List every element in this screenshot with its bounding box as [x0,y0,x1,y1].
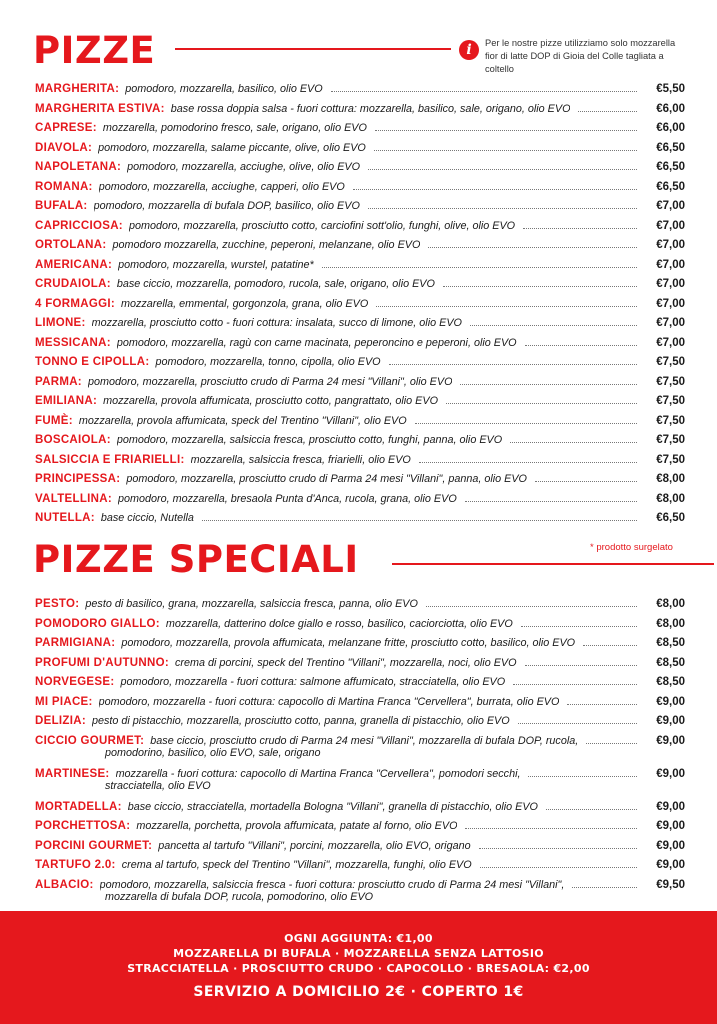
menu-item-price: €7,00 [656,297,685,310]
menu-item-description: pomodoro, mozzarella - fuori cottura: salmone affumicato, stracciatella, olio EVO [120,676,506,688]
menu-item [35,392,685,412]
menu-item-price: €7,50 [656,434,685,446]
menu-item [35,654,685,674]
menu-item-name: BOSCAIOLA: [35,434,111,446]
menu-item-description-continued: pomodorino, basilico, olio EVO, sale, origano [105,747,321,759]
mozzarella-info-note: Per le nostre pizze utilizziamo solo mozzarella fior di latte DOP di Gioia del Colle tagliata a coltello [485,38,676,74]
menu-item-price: €7,50 [656,395,685,407]
dot-leader [513,684,637,685]
menu-item-description: base ciccio, prosciutto crudo di Parma 24 mesi "Villani", mozzarella di bufala DOP, rucola, [150,734,579,747]
dot-leader [525,345,637,346]
dot-leader [470,325,637,326]
menu-item-description: base rossa doppia salsa - fuori cottura: mozzarella, basilico, sale, origano, olio EVO [170,102,571,115]
menu-item-description: pomodoro, mozzarella, provola affumicata, melanzane fritte, prosciutto cotto, basilico, olio EVO [121,637,576,649]
menu-item-name: PORCHETTOSA: [35,820,131,832]
dot-leader [546,809,637,810]
dot-leader [415,423,637,424]
menu-item-name: ROMANA: [35,180,93,193]
extra-topping-price: OGNI AGGIUNTA: €1,00 [284,932,433,945]
delivery-cover-charge: SERVIZIO A DOMICILIO 2€ · COPERTO 1€ [193,984,524,1000]
dot-leader [322,267,637,268]
menu-item [35,712,685,732]
dot-leader [428,247,637,248]
menu-item-description: mozzarella, emmental, gorgonzola, grana, olio EVO [120,297,369,310]
menu-item-name: EMILIANA: [35,395,98,407]
dot-leader [578,111,637,112]
menu-item-name: PORCINI GOURMET: [35,839,153,852]
menu-item-description: mozzarella, salsiccia fresca, friarielli, olio EVO [190,453,411,466]
menu-item-price: €9,00 [656,734,685,747]
menu-item-name: PESTO: [35,598,80,610]
menu-item [35,798,685,818]
menu-item [35,490,685,510]
menu-item-price: €6,50 [656,141,685,154]
menu-item-price: €9,00 [656,839,685,852]
menu-item-price: €5,50 [656,83,685,95]
menu-item-description: pomodoro mozzarella, zucchine, peperoni, melanzane, olio EVO [112,239,421,251]
dot-leader [479,848,637,849]
menu-item-description: pancetta al tartufo "Villani", porcini, mozzarella, olio EVO, origano [158,839,471,852]
menu-item-description: pomodoro, mozzarella, bresaola Punta d'Anca, rucola, grana, olio EVO [117,492,457,505]
menu-item [35,295,685,315]
menu-item [35,693,685,713]
menu-item [35,451,685,471]
menu-item-name: NORVEGESE: [35,676,115,688]
menu-item-description: mozzarella, datterino dolce giallo e rosso, basilico, caciorciotta, olio EVO [165,617,513,630]
menu-item-description: pesto di pistacchio, mozzarella, prosciutto cotto, panna, granella di pistacchio, olio EVO [91,715,510,727]
menu-item [35,353,685,373]
menu-item [35,100,685,120]
dot-leader [528,776,637,777]
menu-item-price: €9,00 [656,715,685,727]
dot-leader [374,150,637,151]
menu-item-description: crema di porcini, speck del Trentino "Villani", mozzarella, noci, olio EVO [174,656,517,669]
dot-leader [572,887,637,888]
menu-item-name: CICCIO GOURMET: [35,734,145,747]
menu-item-price: €8,00 [656,617,685,630]
dot-leader [586,743,637,744]
menu-item-name: MORTADELLA: [35,800,122,813]
menu-item-name: AMERICANA: [35,258,113,271]
menu-item-price: €6,50 [656,180,685,193]
menu-item [35,197,685,217]
menu-item-name: TONNO E CIPOLLA: [35,356,150,368]
menu-item-price: €9,50 [656,878,685,891]
menu-item-description: pomodoro, mozzarella, tonno, cipolla, olio EVO [155,356,381,368]
menu-item-name: 4 FORMAGGI: [35,297,115,310]
menu-item-description: pomodoro, mozzarella, prosciutto crudo di Parma 24 mesi "Villani", panna, olio EVO [126,473,527,485]
menu-item-description: pomodoro, mozzarella, ragù con carne macinata, peperoncino e peperoni, olio EVO [116,336,517,349]
menu-item-name: DELIZIA: [35,715,86,727]
menu-item-name: NUTELLA: [35,512,95,524]
menu-item-price: €7,00 [656,239,685,251]
menu-item-name: MARGHERITA: [35,83,120,95]
speciali-title-rule [392,563,714,565]
menu-item-name: CAPRICCIOSA: [35,219,123,232]
footer-banner [0,911,717,1024]
dot-leader [331,91,637,92]
menu-item-name: CAPRESE: [35,122,97,134]
menu-item-description: pesto di basilico, grana, mozzarella, salsiccia fresca, panna, olio EVO [85,598,418,610]
menu-item-price: €8,00 [656,473,685,485]
info-icon: i [459,40,479,60]
menu-item-name: TARTUFO 2.0: [35,859,116,871]
menu-item-price: €7,00 [656,219,685,232]
menu-item-price: €7,50 [656,356,685,368]
dot-leader [510,442,637,443]
dot-leader [446,403,637,404]
menu-item-price: €7,00 [656,336,685,349]
premium-cheeses-line: MOZZARELLA DI BUFALA · MOZZARELLA SENZA LATTOSIO [173,947,544,960]
dot-leader [353,189,637,190]
menu-item-description: pomodoro, mozzarella, prosciutto cotto, carciofini sott'olio, funghi, olive, olio EVO [128,219,516,232]
menu-item-price: €9,00 [656,859,685,871]
dot-leader [521,626,637,627]
menu-item-name: MARTINESE: [35,767,110,780]
dot-leader [389,364,637,365]
dot-leader [523,228,637,229]
dot-leader [376,306,637,307]
menu-item [35,837,685,857]
menu-item [35,615,685,635]
menu-item-price: €7,00 [656,258,685,271]
pizze-speciali-title: PIZZE SPECIALI [33,538,359,581]
premium-toppings-price: STRACCIATELLA · PROSCIUTTO CRUDO · CAPOCOLLO · BRESAOLA: €2,00 [127,962,590,975]
menu-item-description: base ciccio, Nutella [100,512,194,524]
pizze-speciali-list [35,595,685,909]
menu-item [35,178,685,198]
menu-item-description: mozzarella, provola affumicata, prosciutto cotto, pangrattato, olio EVO [103,395,438,407]
menu-item [35,431,685,451]
menu-item-price: €9,00 [656,695,685,708]
dot-leader [465,828,637,829]
menu-item-name: POMODORO GIALLO: [35,617,160,630]
dot-leader [419,462,637,463]
menu-item [35,217,685,237]
menu-item-name: ORTOLANA: [35,239,107,251]
menu-item-description: pomodoro, mozzarella - fuori cottura: capocollo di Martina Franca "Cervellera", burrata, olio EVO [98,695,560,708]
menu-item-price: €8,00 [656,492,685,505]
menu-item-price: €6,00 [656,122,685,134]
menu-item-description: mozzarella, porchetta, provola affumicata, patate al forno, olio EVO [136,820,458,832]
menu-item-description-continued: stracciatella, olio EVO [105,780,211,792]
menu-item [35,817,685,837]
menu-item [35,314,685,334]
dot-leader [518,723,637,724]
menu-item-price: €7,00 [656,278,685,290]
menu-item-description: pomodoro, mozzarella, salsiccia fresca, prosciutto cotto, funghi, panna, olio EVO [116,434,503,446]
dot-leader [368,208,637,209]
menu-item-description: mozzarella, pomodorino fresco, sale, origano, olio EVO [102,122,367,134]
menu-item-price: €6,50 [656,512,685,524]
menu-item-name: CRUDAIOLA: [35,278,111,290]
menu-item-price: €6,00 [656,102,685,115]
menu-item-description: pomodoro, mozzarella, basilico, olio EVO [125,83,323,95]
dot-leader [368,169,637,170]
dot-leader [480,867,637,868]
menu-item-description: mozzarella, provola affumicata, speck del Trentino "Villani", olio EVO [78,414,407,427]
menu-item [35,509,685,529]
menu-item-name: SALSICCIA E FRIARIELLI: [35,453,185,466]
menu-item-name: PARMA: [35,375,82,388]
menu-item-description: pomodoro, mozzarella, wurstel, patatine* [118,258,314,271]
menu-item-price: €9,00 [656,767,685,780]
menu-item-price: €7,50 [656,453,685,466]
dot-leader [202,520,637,521]
pizze-title-rule [175,48,451,50]
menu-item-price: €7,00 [656,317,685,329]
dot-leader [583,645,637,646]
menu-item-description: pomodoro, mozzarella, prosciutto crudo di Parma 24 mesi "Villani", olio EVO [87,375,453,388]
menu-item [35,139,685,159]
menu-item-description: base ciccio, mozzarella, pomodoro, rucola, sale, origano, olio EVO [116,278,435,290]
menu-item [35,765,685,798]
menu-item [35,158,685,178]
dot-leader [426,606,637,607]
menu-item-name: MARGHERITA ESTIVA: [35,102,165,115]
dot-leader [375,130,637,131]
dot-leader [535,481,637,482]
menu-item-price: €8,50 [656,676,685,688]
menu-item-price: €7,50 [656,375,685,388]
menu-item-description: pomodoro, mozzarella, acciughe, olive, olio EVO [127,161,360,173]
menu-item [35,470,685,490]
menu-item [35,856,685,876]
menu-item-price: €8,50 [656,656,685,669]
dot-leader [443,286,637,287]
menu-item-name: ALBACIO: [35,878,94,891]
menu-item [35,595,685,615]
frozen-product-note: * prodotto surgelato [590,542,673,553]
menu-item-description: base ciccio, stracciatella, mortadella Bologna "Villani", granella di pistacchio, olio EVO [127,800,538,813]
menu-item-name: DIAVOLA: [35,141,93,154]
menu-item-price: €8,50 [656,637,685,649]
menu-item-price: €9,00 [656,800,685,813]
menu-item [35,876,685,909]
menu-item-name: NAPOLETANA: [35,161,122,173]
menu-item-description: pomodoro, mozzarella di bufala DOP, basilico, olio EVO [93,200,360,212]
menu-item-price: €6,50 [656,161,685,173]
pizze-title: PIZZE [33,29,156,72]
menu-item [35,732,685,765]
menu-item-name: MESSICANA: [35,336,111,349]
dot-leader [525,665,638,666]
menu-item [35,412,685,432]
menu-item-description: mozzarella, prosciutto cotto - fuori cottura: insalata, succo di limone, olio EVO [91,317,462,329]
menu-item [35,256,685,276]
menu-item [35,119,685,139]
menu-item-price: €7,00 [656,200,685,212]
menu-item [35,80,685,100]
menu-item-description: crema al tartufo, speck del Trentino "Villani", mozzarella, funghi, olio EVO [121,859,472,871]
menu-item-description: pomodoro, mozzarella, acciughe, capperi, olio EVO [98,180,345,193]
menu-item-description: pomodoro, mozzarella, salsiccia fresca - fuori cottura: prosciutto crudo di Parma 24 mesi "Villani", [99,878,565,891]
menu-item [35,673,685,693]
menu-item [35,634,685,654]
menu-item-description-continued: mozzarella di bufala DOP, rucola, pomodorino, olio EVO [105,891,374,903]
dot-leader [460,384,637,385]
menu-item-name: FUMÈ: [35,414,73,427]
menu-item-name: PROFUMI D'AUTUNNO: [35,656,169,669]
menu-item-name: PARMIGIANA: [35,637,116,649]
pizze-list [35,80,685,529]
menu-item-price: €9,00 [656,820,685,832]
menu-item-name: VALTELLINA: [35,492,112,505]
menu-item-price: €8,00 [656,598,685,610]
dot-leader [465,501,637,502]
menu-item-description: pomodoro, mozzarella, salame piccante, olive, olio EVO [98,141,366,154]
menu-item-description: mozzarella - fuori cottura: capocollo di Martina Franca "Cervellera", pomodori secchi, [115,767,521,780]
menu-item-name: LIMONE: [35,317,86,329]
menu-item-price: €7,50 [656,414,685,427]
menu-item [35,236,685,256]
menu-item [35,275,685,295]
dot-leader [567,704,637,705]
menu-item [35,334,685,354]
menu-item [35,373,685,393]
menu-item-name: BUFALA: [35,200,88,212]
menu-item-name: PRINCIPESSA: [35,473,121,485]
menu-item-name: MI PIACE: [35,695,93,708]
